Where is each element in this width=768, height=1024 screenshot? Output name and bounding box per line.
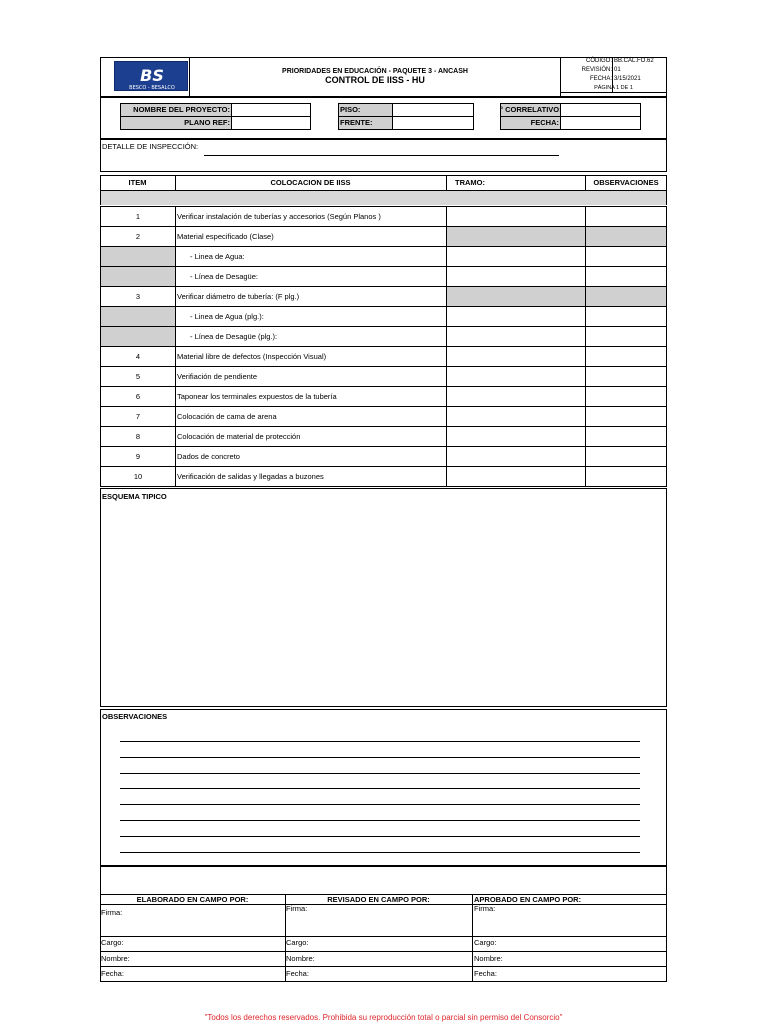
observaciones-cell[interactable] — [585, 386, 667, 407]
aprobado-header: APROBADO EN CAMPO POR: — [474, 895, 582, 904]
plano-label: PLANO REF: — [184, 118, 230, 127]
observaciones-line[interactable] — [120, 788, 640, 789]
revision-value: 01 — [614, 67, 621, 73]
tramo-cell[interactable] — [446, 446, 586, 467]
observaciones-cell[interactable] — [585, 446, 667, 467]
detalle-label: DETALLE DE INSPECCIÓN: — [102, 142, 199, 151]
observaciones-line[interactable] — [120, 773, 640, 774]
item-description: Colocación de material de protección — [177, 432, 301, 441]
item-description: Taponear los terminales expuestos de la tubería — [177, 392, 337, 401]
observaciones-line[interactable] — [120, 820, 640, 821]
aprobado-fecha[interactable]: Fecha: — [474, 969, 497, 978]
elaborado-nombre[interactable]: Nombre: — [101, 954, 130, 963]
codigo-label: CÓDIGO: — [585, 58, 612, 64]
esquema-section — [100, 488, 667, 707]
col-header-item: ITEM — [128, 178, 147, 187]
detalle-line[interactable] — [204, 155, 559, 156]
item-number: 7 — [135, 412, 141, 421]
elaborado-header: ELABORADO EN CAMPO POR: — [136, 895, 249, 904]
company-logo — [114, 61, 188, 91]
observaciones-line[interactable] — [120, 852, 640, 853]
item-number: 2 — [135, 232, 141, 241]
observaciones-line[interactable] — [120, 804, 640, 805]
observaciones-cell[interactable] — [585, 346, 667, 367]
observaciones-cell[interactable] — [585, 466, 667, 487]
piso-field[interactable] — [392, 103, 474, 117]
item-description: Verificar instalación de tuberías y accesorios (Según Planos ) — [177, 212, 381, 221]
tramo-cell — [446, 226, 586, 247]
item-number: 4 — [135, 352, 141, 361]
observaciones-cell[interactable] — [585, 426, 667, 447]
tramo-cell[interactable] — [446, 326, 586, 347]
item-description: Dados de concreto — [177, 452, 240, 461]
observaciones-label: OBSERVACIONES — [102, 712, 168, 721]
item-description: Verificación de salidas y llegadas a buzones — [177, 472, 324, 481]
esquema-label: ESQUEMA TIPICO — [102, 492, 167, 501]
signature-section — [100, 866, 667, 982]
item-description: Verificar diámetro de tubería: (F plg.) — [177, 292, 300, 301]
item-description: - Linea de Agua (plg.): — [190, 312, 264, 321]
observaciones-cell[interactable] — [585, 366, 667, 387]
observaciones-line[interactable] — [120, 741, 640, 742]
observaciones-cell[interactable] — [585, 406, 667, 427]
item-cell — [100, 266, 176, 287]
fecha-label: FECHA: — [530, 118, 559, 127]
tramo-cell[interactable] — [446, 466, 586, 487]
observaciones-cell[interactable] — [585, 266, 667, 287]
elaborado-cargo[interactable]: Cargo: — [101, 938, 124, 947]
item-description: Material especificado (Clase) — [177, 232, 274, 241]
observaciones-cell[interactable] — [585, 306, 667, 327]
col-header-observaciones: OBSERVACIONES — [593, 178, 659, 187]
col-header-colocacion: COLOCACION DE IISS — [270, 178, 351, 187]
item-description: Material libre de defectos (Inspección Visual) — [177, 352, 327, 361]
item-cell — [100, 306, 176, 327]
logo-wordmark: BESCO - BESALCO — [129, 85, 175, 91]
correlativo-field[interactable] — [560, 103, 641, 117]
tramo-cell[interactable] — [446, 426, 586, 447]
observaciones-line[interactable] — [120, 836, 640, 837]
tramo-cell[interactable] — [446, 406, 586, 427]
revisado-fecha[interactable]: Fecha: — [286, 969, 309, 978]
tramo-cell[interactable] — [446, 206, 586, 227]
elaborado-firma[interactable]: Firma: — [101, 908, 123, 917]
codigo-value: BB.CAL.FO.62 — [614, 58, 654, 64]
project-name-label: NOMBRE DEL PROYECTO: — [133, 105, 230, 114]
observaciones-cell[interactable] — [585, 246, 667, 267]
item-cell — [100, 246, 176, 267]
observaciones-cell — [585, 286, 667, 307]
frente-label: FRENTE: — [340, 118, 373, 127]
revisado-firma[interactable]: Firma: — [286, 904, 308, 913]
tramo-cell[interactable] — [446, 266, 586, 287]
header-subtitle: PRIORIDADES EN EDUCACIÓN - PAQUETE 3 - ANCASH — [282, 68, 468, 75]
item-number: 8 — [135, 432, 141, 441]
revision-label: REVISIÓN: — [581, 67, 612, 73]
item-number: 9 — [135, 452, 141, 461]
item-number: 6 — [135, 392, 141, 401]
page-number: PÁGINA 1 DE 1 — [594, 85, 633, 91]
aprobado-cargo[interactable]: Cargo: — [474, 938, 497, 947]
item-description: Verifiación de pendiente — [177, 372, 258, 381]
item-description: - Línea de Desagüe: — [190, 272, 258, 281]
item-number: 1 — [135, 212, 141, 221]
fecha-field[interactable] — [560, 116, 641, 130]
item-description: - Linea de Agua: — [190, 252, 245, 261]
correlativo-label: ° CORRELATIVO: — [500, 105, 562, 114]
tramo-cell[interactable] — [446, 306, 586, 327]
revisado-cargo[interactable]: Cargo: — [286, 938, 309, 947]
revisado-header: REVISADO EN CAMPO POR: — [327, 895, 430, 904]
tramo-cell — [446, 286, 586, 307]
observaciones-cell[interactable] — [585, 326, 667, 347]
tramo-cell[interactable] — [446, 386, 586, 407]
item-number: 5 — [135, 372, 141, 381]
tramo-cell[interactable] — [446, 366, 586, 387]
svg-text:BS: BS — [140, 66, 164, 85]
aprobado-nombre[interactable]: Nombre: — [474, 954, 503, 963]
piso-label: PISO: — [340, 105, 361, 114]
frente-field[interactable] — [392, 116, 474, 130]
item-number: 10 — [133, 472, 143, 481]
project-name-field[interactable] — [231, 103, 311, 117]
col-header-tramo: TRAMO: — [455, 178, 485, 187]
item-cell — [100, 326, 176, 347]
revisado-nombre[interactable]: Nombre: — [286, 954, 315, 963]
item-number: 3 — [135, 292, 141, 301]
plano-field[interactable] — [231, 116, 311, 130]
observaciones-line[interactable] — [120, 757, 640, 758]
item-description: Colocación de cama de arena — [177, 412, 277, 421]
fecha-header-label: FECHA: — [589, 76, 612, 82]
fecha-header-value: 3/15/2021 — [614, 76, 641, 82]
item-description: - Línea de Desagüe (plg.): — [190, 332, 278, 341]
aprobado-firma[interactable]: Firma: — [474, 904, 496, 913]
tramo-cell[interactable] — [446, 346, 586, 367]
copyright-footer: "Todos los derechos reservados. Prohibida su reproducción total o parcial sin permiso del Consorcio" — [204, 1013, 563, 1022]
observaciones-cell — [585, 226, 667, 247]
elaborado-fecha[interactable]: Fecha: — [101, 969, 124, 978]
table-spacer-row — [100, 191, 667, 205]
observaciones-cell[interactable] — [585, 206, 667, 227]
page-title: CONTROL DE IISS - HU — [325, 75, 425, 85]
tramo-cell[interactable] — [446, 246, 586, 267]
